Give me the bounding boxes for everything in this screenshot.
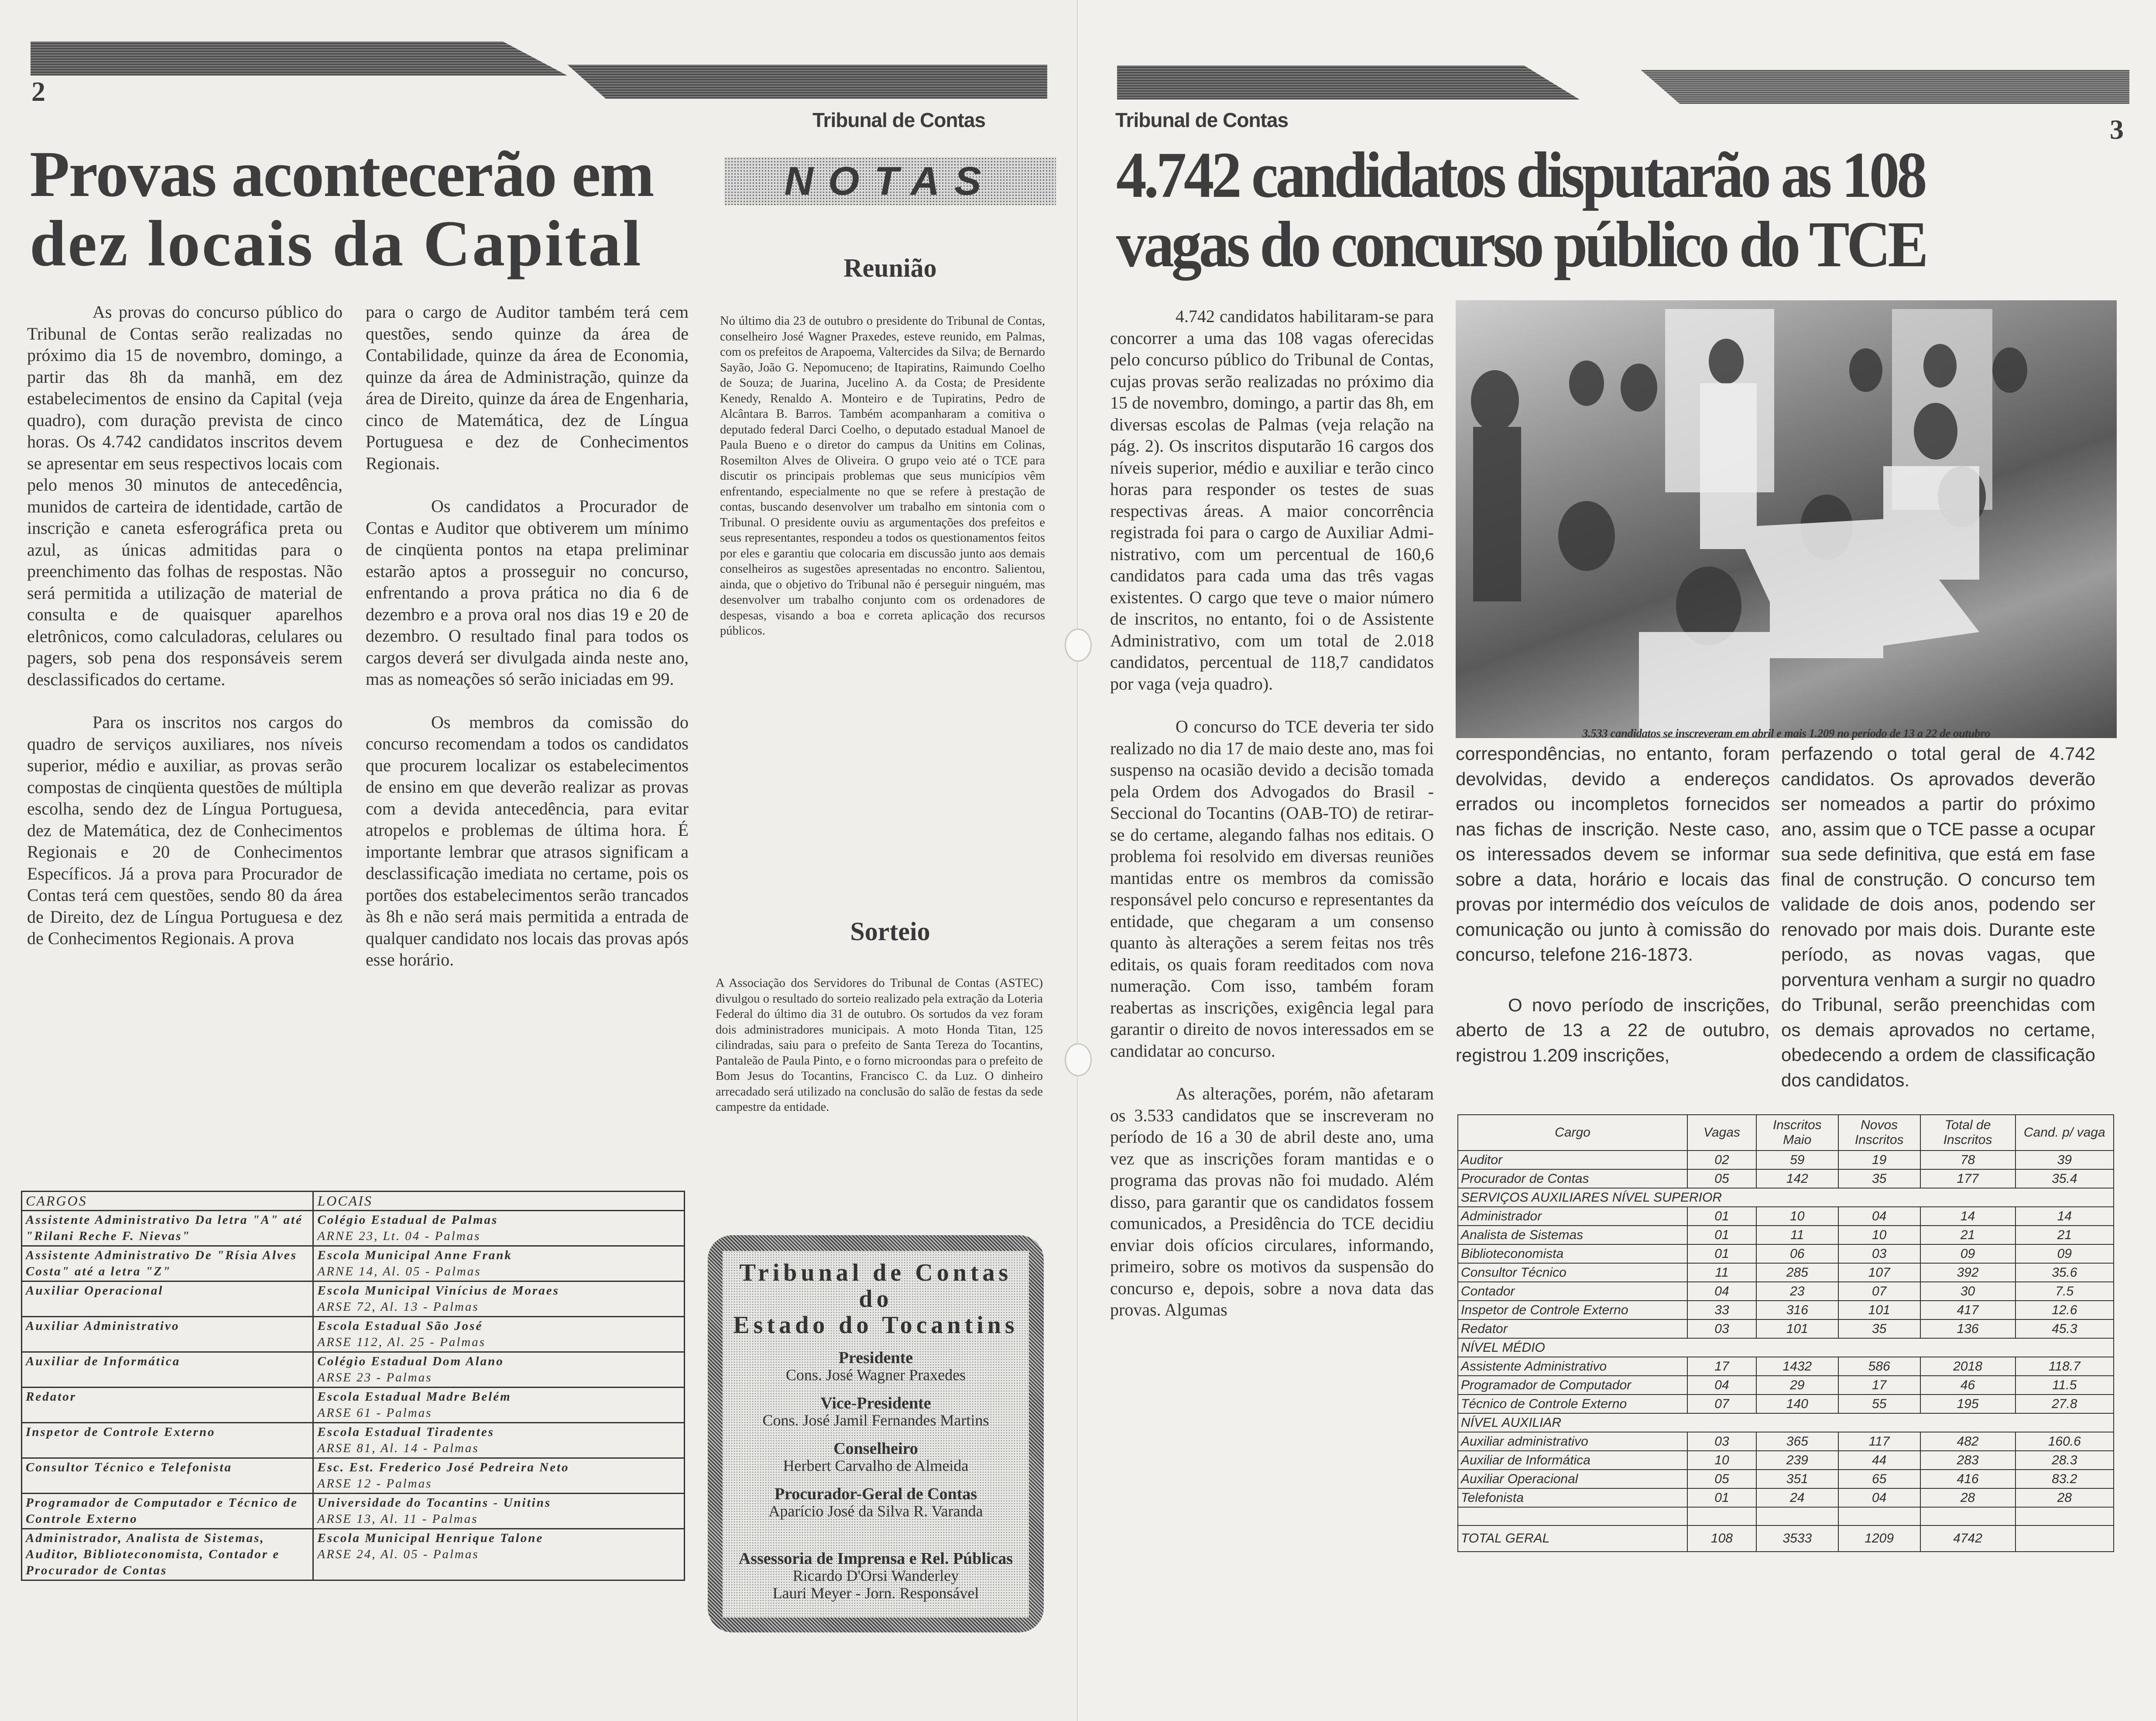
- value-cell: 10: [1838, 1226, 1920, 1244]
- value-cell: 07: [1838, 1282, 1920, 1301]
- value-cell: 417: [1920, 1301, 2015, 1319]
- local-address: ARNE 14, Al. 05 - Palmas: [317, 1264, 481, 1278]
- table-total-row: [1458, 1525, 2114, 1552]
- local-address: ARSE 12 - Palmas: [317, 1477, 432, 1491]
- header-band-left: [1117, 65, 1580, 100]
- value-cell: 04: [1838, 1207, 1920, 1226]
- value-cell: 1209: [1838, 1525, 1920, 1552]
- value-cell: 21: [2015, 1226, 2114, 1244]
- headline-line-2: vagas do concurso público do TCE: [1116, 208, 1926, 281]
- table-row: [1458, 1207, 2114, 1226]
- cargo-cell: Procurador de Contas: [1458, 1169, 1687, 1188]
- value-cell: 01: [1687, 1207, 1756, 1226]
- value-cell: 07: [1687, 1395, 1756, 1413]
- value-cell: 117: [1838, 1432, 1920, 1451]
- value-cell: 118.7: [2015, 1357, 2114, 1376]
- section-label: NÍVEL AUXILIAR: [1458, 1413, 2114, 1432]
- cargo-cell: Auxiliar Operacional: [22, 1281, 313, 1317]
- value-cell: 19: [1838, 1151, 1920, 1169]
- local-cell: [313, 1281, 685, 1317]
- value-cell: 285: [1756, 1263, 1838, 1282]
- cargo-cell: Inspetor de Controle Externo: [1458, 1301, 1687, 1319]
- article-column-1: [1110, 306, 1434, 1342]
- page-number: 2: [31, 76, 45, 107]
- value-cell: 83.2: [2015, 1470, 2114, 1488]
- value-cell: 01: [1687, 1244, 1756, 1263]
- column-header: Vagas: [1687, 1115, 1756, 1151]
- cargo-cell: Consultor Técnico: [1458, 1263, 1687, 1282]
- headline: [1116, 141, 2151, 279]
- vagas-table-body: [1458, 1151, 2114, 1552]
- value-cell: 108: [1687, 1525, 1756, 1552]
- sorteio-heading: Sorteio: [850, 917, 930, 946]
- value-cell: 316: [1756, 1301, 1838, 1319]
- table-row: [22, 1317, 685, 1352]
- masthead: [723, 1251, 1029, 1618]
- value-cell: 65: [1838, 1470, 1920, 1488]
- local-name: Escola Estadual Tiradentes: [317, 1425, 494, 1439]
- masthead-role: Procurador-Geral de Contas: [774, 1485, 977, 1503]
- empty-cell: [1458, 1507, 1687, 1525]
- locais-table: [21, 1191, 685, 1581]
- running-head: Tribunal de Contas: [812, 109, 986, 131]
- local-cell: [313, 1352, 685, 1388]
- table-row: [1458, 1395, 2114, 1413]
- locais-table-body: [22, 1211, 685, 1580]
- reuniao-text: No último dia 23 de outubro o presidente do Tribunal de Contas, conselheiro José Wagner Praxedes, esteve reunido, em Palmas, com os prefeitos de Arapoema, Valtercides da Silva; de Bernardo Sayão, João G. Nepomuceno; de Itapiratins, Raimundo Coelho de Souza; de Juarina, Jucelino A. da Costa; de Presidente Kenedy, Renaldo A. Monteiro e de Tupiratins, Pedro de Alcântara B. Barros. Também acompanharam a comitiva o deputado federal Darci Coelho, o deputado estadual Manoel de Paula Bueno e o diretor do campus da Unitins em Colinas, Rosemilton Alves de Oliveira. O grupo veio até o TCE para discutir os principais problemas que seus municípios vêm enfrentando, especialmente no que se refere à prestação de contas, buscando desenvolver um trabalho em sintonia com o Tribunal. O presidente ouviu as argumentações dos prefeitos e seus representantes, respondeu a todos os questionamentos feitos por eles e garantiu que colocaria em discussão junto aos demais conselheiros as sugestões apresentadas no encontro. Salientou, ainda, que o objetivo do Tribunal não é perseguir ninguém, mas desenvolver um trabalho conjunto com os ordenadores de despesas, visando a boa e correta aplicação dos recursos públicos.: [720, 314, 1045, 638]
- header-band-left: [31, 41, 567, 76]
- section-label: NÍVEL MÉDIO: [1458, 1338, 2114, 1357]
- local-cell: [313, 1211, 685, 1246]
- value-cell: 30: [1920, 1282, 2015, 1301]
- local-cell: [313, 1246, 685, 1281]
- table-header-row: [22, 1192, 685, 1211]
- headline-line-1: 4.742 candidatos disputarão as 108: [1116, 139, 1925, 211]
- value-cell: 1432: [1756, 1357, 1838, 1376]
- local-name: Escola Estadual Madre Belém: [317, 1390, 511, 1404]
- table-row: [1458, 1282, 2114, 1301]
- page-number: 3: [2110, 114, 2124, 145]
- table-row: [1458, 1488, 2114, 1507]
- table-row: [22, 1388, 685, 1423]
- value-cell: 01: [1687, 1488, 1756, 1507]
- value-cell: 35.6: [2015, 1263, 2114, 1282]
- reuniao-heading: Reunião: [843, 254, 937, 282]
- paragraph: O concurso do TCE deveria ter sido realizado no dia 17 de maio deste ano, mas foi suspenso na ocasião devido a decisão tomada pela Ordem dos Advogados do Brasil - Seccional do Tocantins (OAB-TO) de retirar-se do certame, alegando falhas nos editais. O problema foi resolvido em diversas reuniões mantidas entre os membros da comissão responsável pelo concurso e representantes da entidade, que chegaram a um consenso quanto às alterações a serem feitas nos três editais, os quais foram reeditados com nova numeração. Com isso, também foram reabertas as inscrições, exigência legal para garantir o direito de novos interessados em se candidatar ao concurso.: [1110, 717, 1434, 1061]
- value-cell: 136: [1920, 1319, 2015, 1338]
- header-band-right: [567, 65, 1047, 99]
- value-cell: 107: [1838, 1263, 1920, 1282]
- value-cell: 39: [2015, 1151, 2114, 1169]
- local-name: Colégio Estadual de Palmas: [317, 1213, 498, 1227]
- value-cell: 160.6: [2015, 1432, 2114, 1451]
- cargo-cell: Consultor Técnico e Telefonista: [22, 1458, 313, 1494]
- table-row: [1458, 1244, 2114, 1263]
- value-cell: 28: [2015, 1488, 2114, 1507]
- value-cell: 10: [1756, 1207, 1838, 1226]
- value-cell: 392: [1920, 1263, 2015, 1282]
- local-address: ARSE 23 - Palmas: [317, 1371, 432, 1384]
- article-column-2: [1456, 741, 1770, 1089]
- paragraph: O novo período de inscrições, aberto de 13 a 22 de outubro, registrou 1.209 inscrições,: [1456, 994, 1770, 1065]
- value-cell: 03: [1687, 1432, 1756, 1451]
- cargo-cell: Auxiliar de Informática: [22, 1352, 313, 1388]
- empty-cell: [2015, 1507, 2114, 1525]
- local-cell: [313, 1458, 685, 1494]
- column-header: LOCAIS: [313, 1192, 685, 1211]
- section-label: SERVIÇOS AUXILIARES NÍVEL SUPERIOR: [1458, 1188, 2114, 1207]
- value-cell: 04: [1687, 1282, 1756, 1301]
- news-photo: [1456, 300, 2117, 738]
- value-cell: 35: [1838, 1319, 1920, 1338]
- paragraph: Para os inscritos nos cargos do quadro de serviços auxiliares, nos níveis superior, médio e auxiliar, as provas serão compostas de cinqüenta questões de múltipla escolha, sendo dez de Língua Portuguesa, dez de Matemática, dez de Conhecimentos Regionais e 20 de Conhecimentos Específicos. Já a prova para Procurador de Contas terá cem questões, sendo 80 da área de Direito, dez de Língua Portuguesa e dez de Conhecimentos Regionais. A prova: [27, 712, 343, 948]
- cargo-cell: Inspetor de Controle Externo: [22, 1423, 313, 1458]
- local-name: Colégio Estadual Dom Alano: [317, 1354, 504, 1368]
- notas-title: NOTAS: [784, 159, 996, 203]
- column-header: Inscritos Maio: [1756, 1115, 1838, 1151]
- value-cell: 29: [1756, 1376, 1838, 1395]
- value-cell: 59: [1756, 1151, 1838, 1169]
- masthead-box: [708, 1235, 1044, 1632]
- headline-line-1: Provas acontecerão em: [30, 138, 654, 210]
- local-address: ARSE 112, Al. 25 - Palmas: [317, 1335, 486, 1349]
- headline: [30, 140, 654, 278]
- value-cell: 142: [1756, 1169, 1838, 1188]
- cargo-cell: Assistente Administrativo Da letra "A" até "Rilani Reche F. Nievas": [22, 1211, 313, 1246]
- article-column-2: [366, 301, 689, 992]
- cargo-cell: Programador de Computador e Técnico de Controle Externo: [22, 1494, 313, 1529]
- masthead-role: Vice-Presidente: [820, 1394, 931, 1412]
- value-cell: 10: [1687, 1451, 1756, 1470]
- value-cell: 09: [2015, 1244, 2114, 1263]
- notas-banner: [724, 157, 1056, 205]
- masthead-name: Cons. José Wagner Praxedes: [785, 1366, 966, 1384]
- local-cell: [313, 1317, 685, 1352]
- cargo-cell: Assistente Administrativo: [1458, 1357, 1687, 1376]
- cargo-cell: Auxiliar Operacional: [1458, 1470, 1687, 1488]
- local-address: ARSE 72, Al. 13 - Palmas: [317, 1300, 479, 1314]
- paragraph: correspondências, no entanto, foram devolvidas, devido a endereços errados ou incompletos fornecidos nas fichas de inscrição. Neste caso, os interessados devem se informar sobre a data, horário e locais das provas por intermédio dos veículos de comunicação ou junto à comissão do concurso, telefone 216-1873.: [1456, 743, 1770, 965]
- value-cell: 11: [1756, 1226, 1838, 1244]
- local-address: ARSE 81, Al. 14 - Palmas: [317, 1441, 479, 1455]
- cargo-cell: Técnico de Controle Externo: [1458, 1395, 1687, 1413]
- masthead-entries: [723, 1350, 1029, 1602]
- empty-cell: [1920, 1507, 2015, 1525]
- local-address: ARNE 23, Lt. 04 - Palmas: [317, 1229, 481, 1243]
- value-cell: 283: [1920, 1451, 2015, 1470]
- value-cell: 101: [1838, 1301, 1920, 1319]
- headline-line-2: dez locais da Capital: [30, 207, 643, 280]
- local-cell: [313, 1423, 685, 1458]
- sorteio-text: A Associação dos Servidores do Tribunal de Contas (ASTEC) divulgou o resultado do sorteio realizado pela extração da Loteria Federal do último dia 31 de outubro. Os sortudos da vez foram dois administradores municipais. A moto Honda Titan, 125 cilindradas, saiu para o prefeito de Santa Tereza do Tocantins, Pantaleão de Paula Pinto, e o forno microondas para o prefeito de Bom Jesus do Tocantins, Francisco C. da Luz. O dinheiro arrecadado será utilizado na conclusão do salão de festas da sede campestre da entidade.: [716, 976, 1043, 1114]
- value-cell: 04: [1687, 1376, 1756, 1395]
- photo-people-illustration: [1456, 300, 2117, 738]
- masthead-name: Ricardo D'Orsi Wanderley: [792, 1567, 959, 1584]
- column-header: Cand. p/ vaga: [2015, 1115, 2114, 1151]
- table-row: [22, 1352, 685, 1388]
- value-cell: 28: [1920, 1488, 2015, 1507]
- value-cell: 11: [1687, 1263, 1756, 1282]
- table-row: [1458, 1151, 2114, 1169]
- value-cell: 7.5: [2015, 1282, 2114, 1301]
- masthead-title-line: Tribunal de Contas do: [739, 1259, 1012, 1312]
- value-cell: 23: [1756, 1282, 1838, 1301]
- empty-cell: [1687, 1507, 1756, 1525]
- cargo-cell: Auxiliar de Informática: [1458, 1451, 1687, 1470]
- value-cell: 03: [1838, 1244, 1920, 1263]
- value-cell: 12.6: [2015, 1301, 2114, 1319]
- table-blank-row: [1458, 1507, 2114, 1525]
- empty-cell: [1838, 1507, 1920, 1525]
- value-cell: 27.8: [2015, 1395, 2114, 1413]
- paragraph: Os candidatos a Procurador de Contas e Auditor que obtiverem um mínimo de cinqüenta pontos na etapa preliminar estarão aptos a prosseguir no concurso, enfrentando a prova prática no dia 6 de dezembro e a prova oral nos dias 19 e 20 de dezembro. O resultado final para todos os cargos deverá ser divulgada ainda neste ano, mas as nomeações só serão iniciadas em 99.: [366, 496, 689, 689]
- local-name: Universidade do Tocantins - Unitins: [317, 1496, 552, 1510]
- local-cell: [313, 1388, 685, 1423]
- local-address: ARSE 13, Al. 11 - Palmas: [317, 1512, 478, 1526]
- cargo-cell: TOTAL GERAL: [1458, 1525, 1687, 1552]
- cargo-cell: Programador de Computador: [1458, 1376, 1687, 1395]
- vagas-table: [1457, 1114, 2114, 1552]
- masthead-name: Cons. José Jamil Fernandes Martins: [762, 1412, 989, 1429]
- local-address: ARSE 61 - Palmas: [317, 1406, 432, 1420]
- local-address: ARSE 24, Al. 05 - Palmas: [317, 1547, 479, 1561]
- column-header: Novos Inscritos: [1838, 1115, 1920, 1151]
- value-cell: 05: [1687, 1169, 1756, 1188]
- table-row: [1458, 1470, 2114, 1488]
- value-cell: 17: [1838, 1376, 1920, 1395]
- value-cell: 35: [1838, 1169, 1920, 1188]
- value-cell: 24: [1756, 1488, 1838, 1507]
- value-cell: 482: [1920, 1432, 2015, 1451]
- value-cell: 02: [1687, 1151, 1756, 1169]
- table-row: [1458, 1169, 2114, 1188]
- local-cell: [313, 1494, 685, 1529]
- value-cell: 03: [1687, 1319, 1756, 1338]
- value-cell: 4742: [1920, 1525, 2015, 1552]
- value-cell: 239: [1756, 1451, 1838, 1470]
- table-row: [1458, 1357, 2114, 1376]
- article-column-1: [27, 301, 343, 971]
- value-cell: 14: [1920, 1207, 2015, 1226]
- table-row: [22, 1281, 685, 1317]
- value-cell: 55: [1838, 1395, 1920, 1413]
- cargo-cell: Redator: [22, 1388, 313, 1423]
- value-cell: 33: [1687, 1301, 1756, 1319]
- masthead-name: Lauri Meyer - Jorn. Responsável: [772, 1584, 979, 1602]
- paragraph: As alterações, porém, não afetaram os 3.533 candidatos que se inscreveram no período de 16 a 30 de abril deste ano, uma vez que as inscrições foram mantidas e o programa das provas não foi mudado. Além disso, para garantir que os candidatos fossem comunicados, a Presidência do TCE decidiu enviar dois ofícios circulares, informando, primeiro, sobre os motivos da suspensão do concurso e, depois, sobre a nova data das provas. Algumas: [1110, 1084, 1434, 1319]
- table-row: [22, 1211, 685, 1246]
- local-name: Esc. Est. Frederico José Pedreira Neto: [317, 1460, 569, 1474]
- table-row: [1458, 1263, 2114, 1282]
- cargo-cell: Administrador, Analista de Sistemas, Auditor, Biblioteconomista, Contador e Procurador de Contas: [22, 1529, 313, 1580]
- table-row: [22, 1494, 685, 1529]
- cargo-cell: Auditor: [1458, 1151, 1687, 1169]
- table-row: [1458, 1226, 2114, 1244]
- masthead-name: Herbert Carvalho de Almeida: [783, 1457, 969, 1474]
- value-cell: 06: [1756, 1244, 1838, 1263]
- cargo-cell: Redator: [1458, 1319, 1687, 1338]
- cargo-cell: Auxiliar Administrativo: [22, 1317, 313, 1352]
- table-row: [1458, 1319, 2114, 1338]
- value-cell: 05: [1687, 1470, 1756, 1488]
- right-page: [1078, 0, 2156, 1721]
- table-row: [22, 1423, 685, 1458]
- table-row: [1458, 1301, 2114, 1319]
- value-cell: 14: [2015, 1207, 2114, 1226]
- value-cell: 11.5: [2015, 1376, 2114, 1395]
- running-head: Tribunal de Contas: [1115, 109, 1289, 131]
- local-cell: [313, 1529, 685, 1580]
- paragraph: 4.742 candidatos habilitaram-se para concorrer a uma das 108 vagas oferecidas pelo concurso público do Tribunal de Contas, cujas provas serão realizadas no próximo dia 15 de novembro, domingo, a partir das 8h, em diversas escolas de Palmas (veja relação na pág. 2). Os inscritos disputarão 16 cargos dos níveis superior, médio e auxiliar e terão cinco horas para responder os testes de suas respectivas áreas. A maior concorrência registrada foi para o cargo de Auxiliar Admi-nistrativo, com um percentual de 160,6 candidatos para cada uma das três vagas existentes. O cargo que teve o maior número de inscritos, no entanto, foi o de Assistente Administrativo, com um total de 2.018 candidatos, percentual de 118,7 candidatos por vaga (veja quadro).: [1110, 306, 1434, 694]
- header-band-right: [1641, 70, 2129, 104]
- paragraph: perfazendo o total geral de 4.742 candidatos. Os aprovados deverão ser nomeados a partir do próximo ano, assim que o TCE passe a ocupar sua sede definitiva, que está em fase final de construção. O concurso tem validade de dois anos, podendo ser renovado por mais dois. Durante este período, as novas vagas, que porventura venham a surgir no quadro do Tribunal, serão preenchidas com os demais aprovados no certame, obedecendo a ordem de classificação dos candidatos.: [1781, 743, 2095, 1090]
- value-cell: 101: [1756, 1319, 1838, 1338]
- cargo-cell: Contador: [1458, 1282, 1687, 1301]
- value-cell: 140: [1756, 1395, 1838, 1413]
- cargo-cell: Administrador: [1458, 1207, 1687, 1226]
- masthead-title-line: Estado do Tocantins: [733, 1312, 1018, 1339]
- binder-hole: [1065, 1043, 1092, 1076]
- value-cell: [2015, 1525, 2114, 1552]
- value-cell: 01: [1687, 1226, 1756, 1244]
- binder-hole: [1065, 629, 1092, 662]
- value-cell: 2018: [1920, 1357, 2015, 1376]
- empty-cell: [1756, 1507, 1838, 1525]
- photo-caption: 3.533 candidatos se inscreveram em abril e mais 1.209 no período de 13 a 22 de outubro: [1582, 727, 1990, 740]
- value-cell: 78: [1920, 1151, 2015, 1169]
- value-cell: 46: [1920, 1376, 2015, 1395]
- value-cell: 351: [1756, 1470, 1838, 1488]
- local-name: Escola Municipal Henrique Talone: [317, 1531, 544, 1545]
- masthead-title: [723, 1260, 1029, 1338]
- value-cell: 416: [1920, 1470, 2015, 1488]
- cargo-cell: Biblioteconomista: [1458, 1244, 1687, 1263]
- value-cell: 195: [1920, 1395, 2015, 1413]
- value-cell: 17: [1687, 1357, 1756, 1376]
- table-row: [22, 1529, 685, 1580]
- paragraph: para o cargo de Auditor também terá cem questões, sendo quinze da área de Contabilidade, quinze da área de Economia, quinze da área de Administração, quinze da área de Direito, quinze da área de Engenharia, cinco de Matemática, dez de Língua Portuguesa e dez de Conhecimentos Regionais.: [366, 302, 689, 473]
- article-column-3: [1781, 741, 2095, 1114]
- column-header: Total de Inscritos: [1920, 1115, 2015, 1151]
- value-cell: 586: [1838, 1357, 1920, 1376]
- value-cell: 09: [1920, 1244, 2015, 1263]
- masthead-role: Conselheiro: [833, 1439, 918, 1458]
- local-name: Escola Estadual São José: [317, 1319, 483, 1333]
- cargo-cell: Telefonista: [1458, 1488, 1687, 1507]
- local-name: Escola Municipal Anne Frank: [317, 1248, 512, 1262]
- cargo-cell: Assistente Administrativo De "Rísia Alves Costa" até a letra "Z": [22, 1246, 313, 1281]
- table-section-row: [1458, 1338, 2114, 1357]
- masthead-role: Assessoria de Imprensa e Rel. Públicas: [738, 1549, 1013, 1568]
- value-cell: 45.3: [2015, 1319, 2114, 1338]
- paragraph: Os membros da comissão do concurso recomendam a todos os candidatos que procurem localizar os estabelecimentos de ensino em que deverão realizar as provas com a devida antecedência, para evitar atropelos e problemas de última hora. É importante lembrar que atrasos significam a desclassificação imediata no certame, pois os portões dos estabelecimentos serão trancados às 8h e não será mais permitida a entrada de qualquer candidato nos locais das provas após esse horário.: [366, 712, 689, 969]
- value-cell: 365: [1756, 1432, 1838, 1451]
- table-section-row: [1458, 1188, 2114, 1207]
- value-cell: 28.3: [2015, 1451, 2114, 1470]
- value-cell: 35.4: [2015, 1169, 2114, 1188]
- value-cell: 3533: [1756, 1525, 1838, 1552]
- table-header-row: [1458, 1115, 2114, 1151]
- masthead-role: Presidente: [838, 1349, 913, 1367]
- value-cell: 177: [1920, 1169, 2015, 1188]
- cargo-cell: Auxiliar administrativo: [1458, 1432, 1687, 1451]
- table-row: [1458, 1376, 2114, 1395]
- table-row: [1458, 1432, 2114, 1451]
- value-cell: 04: [1838, 1488, 1920, 1507]
- table-row: [1458, 1451, 2114, 1470]
- masthead-name: Aparício José da Silva R. Varanda: [768, 1502, 983, 1520]
- column-header: Cargo: [1458, 1115, 1687, 1151]
- value-cell: 44: [1838, 1451, 1920, 1470]
- table-section-row: [1458, 1413, 2114, 1432]
- column-header: CARGOS: [22, 1192, 313, 1211]
- table-row: [22, 1246, 685, 1281]
- value-cell: 21: [1920, 1226, 2015, 1244]
- local-name: Escola Municipal Vinícius de Moraes: [317, 1284, 559, 1298]
- cargo-cell: Analista de Sistemas: [1458, 1226, 1687, 1244]
- table-row: [22, 1458, 685, 1494]
- paragraph: As provas do concurso público do Tribunal de Contas serão realizadas no próximo dia 15 de novembro, domingo, a partir das 8h da manhã, em dez estabelecimentos de ensino da Capital (veja quadro), com duração prevista de cinco horas. Os 4.742 candidatos inscritos devem se apresentar em seus respectivos locais com pelo menos 30 minutos de antecedência, munidos de carteira de identidade, cartão de inscrição e caneta esferográfica preta ou azul, as únicas admitidas para o preenchimento das folhas de respostas. Não será permitida a utilização de material de consulta e de quaisquer aparelhos eletrônicos, como calculadoras, celulares ou pagers, sob pena dos responsáveis serem desclassificados do certame.: [27, 302, 343, 689]
